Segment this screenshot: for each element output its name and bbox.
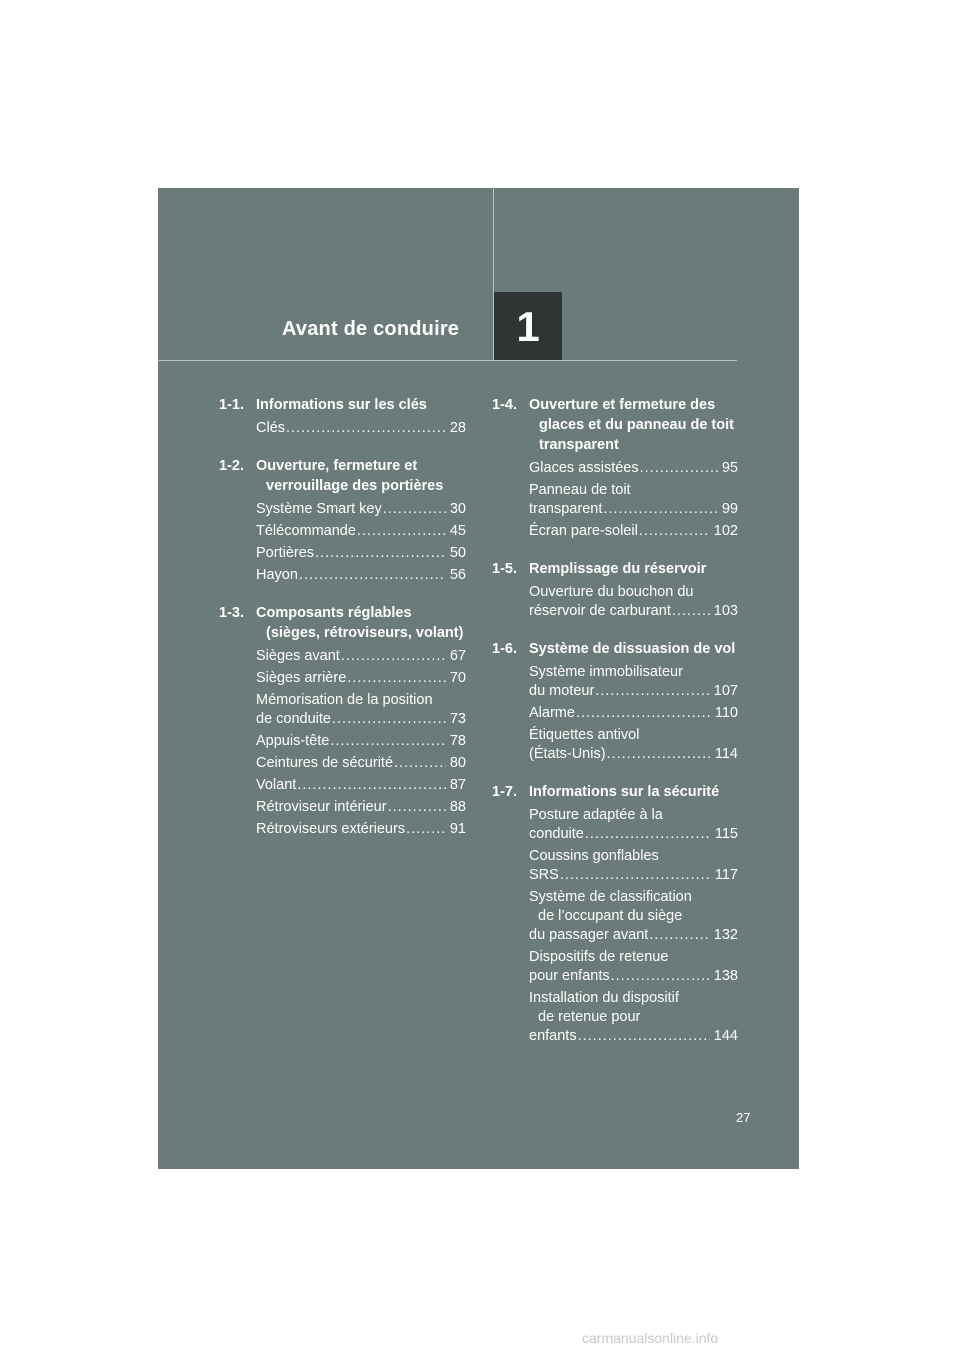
chapter-number: 1 [516, 303, 540, 350]
section-number: 1-3. [219, 605, 244, 621]
entry-label-line: Étiquettes antivol [529, 727, 640, 743]
entry-label-line: Installation du dispositif [529, 990, 679, 1006]
toc-section [219, 395, 466, 438]
chapter-title: Avant de conduire [282, 318, 460, 340]
entry-label: Écran pare-soleil [529, 523, 638, 539]
leader-dots [672, 602, 710, 621]
entry-label-line: Posture adaptée à la [529, 807, 663, 823]
section-number: 1-6. [492, 641, 517, 657]
toc-entry[interactable] [529, 847, 738, 885]
leader-dots [640, 459, 718, 478]
entry-page: 115 [714, 826, 738, 842]
entry-list [492, 806, 738, 1046]
chapter-number-box [494, 292, 562, 360]
entry-label-line: de retenue pour [538, 1009, 641, 1025]
toc-entry[interactable] [256, 798, 466, 817]
entry-label-line: Système de classification [529, 889, 692, 905]
toc-section [492, 639, 738, 764]
leader-dots [649, 926, 709, 945]
entry-page: 138 [713, 968, 738, 984]
entry-last-line [529, 1027, 738, 1046]
entry-label: Système Smart key [256, 501, 382, 517]
toc-entry[interactable] [529, 989, 738, 1046]
toc-entry[interactable] [529, 726, 738, 764]
entry-page: 110 [714, 705, 738, 721]
leader-dots [603, 500, 718, 519]
leader-dots [576, 704, 711, 723]
entry-page: 107 [713, 683, 738, 699]
entry-page: 80 [449, 755, 466, 771]
section-heading [492, 639, 738, 659]
toc-column-left [219, 395, 466, 857]
entry-label: Portières [256, 545, 315, 561]
entry-page: 50 [449, 545, 466, 561]
entry-page: 144 [713, 1028, 738, 1044]
entry-page: 103 [713, 603, 738, 619]
entry-label-line: du moteur [529, 683, 595, 699]
toc-entry[interactable] [256, 566, 466, 585]
entry-list [219, 647, 466, 839]
section-number: 1-7. [492, 784, 517, 800]
entry-label: Volant [256, 777, 297, 793]
leader-dots [388, 798, 446, 817]
leader-dots [394, 754, 446, 773]
section-heading [492, 782, 738, 802]
entry-label-line: du passager avant [529, 927, 649, 943]
toc-entry[interactable] [529, 888, 738, 945]
entry-last-line [529, 602, 738, 621]
entry-label: Clés [256, 420, 286, 436]
leader-dots [315, 544, 446, 563]
entry-label-line: réservoir de carburant [529, 603, 671, 619]
entry-label-line: conduite [529, 826, 584, 842]
toc-column-right [492, 395, 738, 1064]
entry-page: 30 [449, 501, 466, 517]
toc-entry[interactable] [256, 522, 466, 541]
entry-label: Appuis-tête [256, 733, 330, 749]
entry-label: Sièges arrière [256, 670, 347, 686]
entry-label-line: Ouverture du bouchon du [529, 584, 694, 600]
toc-entry[interactable] [256, 544, 466, 563]
entry-last-line [529, 745, 738, 764]
entry-label-line: Système immobilisateur [529, 664, 683, 680]
leader-dots [406, 820, 446, 839]
entry-label: Rétroviseurs extérieurs [256, 821, 406, 837]
entry-page: 95 [721, 460, 738, 476]
toc-entry[interactable] [256, 754, 466, 773]
section-number: 1-2. [219, 458, 244, 474]
entry-label-line: (États-Unis) [529, 746, 606, 762]
entry-label-line: enfants [529, 1028, 577, 1044]
leader-dots [611, 967, 710, 986]
entry-last-line [529, 866, 738, 885]
entry-label: Rétroviseur intérieur [256, 799, 387, 815]
entry-label-line: pour enfants [529, 968, 610, 984]
toc-entry[interactable] [256, 820, 466, 839]
section-title: Remplissage du réservoir [529, 561, 707, 577]
entry-list [492, 663, 738, 764]
leader-dots [286, 419, 446, 438]
toc-entry[interactable] [256, 732, 466, 751]
entry-label-line: de l’occupant du siège [538, 908, 683, 924]
toc-entry[interactable] [529, 459, 738, 478]
toc-section [492, 395, 738, 541]
section-number: 1-1. [219, 397, 244, 413]
entry-label-line: SRS [529, 867, 559, 883]
toc-entry[interactable] [529, 663, 738, 701]
entry-label-line: Mémorisation de la position [256, 692, 433, 708]
section-heading [219, 456, 466, 496]
entry-page: 73 [449, 711, 466, 727]
entry-page: 117 [714, 867, 738, 883]
toc-entry[interactable] [256, 776, 466, 795]
section-heading [219, 603, 466, 643]
toc-section [219, 603, 466, 839]
toc-entry[interactable] [256, 647, 466, 666]
entry-page: 88 [449, 799, 466, 815]
entry-page: 67 [449, 648, 466, 664]
entry-list [219, 500, 466, 585]
entry-page: 70 [449, 670, 466, 686]
entry-label: Télécommande [256, 523, 356, 539]
section-title: Système de dissuasion de vol [529, 641, 736, 657]
section-title: Ouverture, fermeture et verrouillage des portières [256, 458, 444, 494]
entry-page: 132 [713, 927, 738, 943]
leader-dots [347, 669, 446, 688]
page-number: 27 [736, 1110, 751, 1125]
entry-label: Hayon [256, 567, 298, 583]
leader-dots [357, 522, 446, 541]
leader-dots [299, 566, 446, 585]
leader-dots [560, 866, 711, 885]
toc-section [492, 559, 738, 621]
leader-dots [639, 522, 710, 541]
watermark: carmanualsonline.info [582, 1330, 719, 1346]
entry-label: Glaces assistées [529, 460, 639, 476]
toc-entry[interactable] [256, 500, 466, 519]
section-heading [219, 395, 466, 415]
entry-page: 56 [449, 567, 466, 583]
section-title: Informations sur les clés [256, 397, 427, 413]
entry-label-line: de conduite [256, 711, 331, 727]
entry-page: 45 [449, 523, 466, 539]
entry-label-line: transparent [529, 501, 603, 517]
entry-last-line [529, 926, 738, 945]
section-title: Composants réglables (sièges, rétroviseurs, volant) [256, 605, 464, 641]
toc-entry[interactable] [256, 669, 466, 688]
entry-page: 28 [449, 420, 466, 436]
leader-dots [595, 682, 710, 701]
entry-page: 78 [449, 733, 466, 749]
entry-page: 114 [714, 746, 738, 762]
leader-dots [585, 825, 711, 844]
entry-label-line: Panneau de toit [529, 482, 631, 498]
entry-page: 99 [721, 501, 738, 517]
entry-page: 91 [449, 821, 466, 837]
entry-label-line: Dispositifs de retenue [529, 949, 669, 965]
entry-page: 102 [713, 523, 738, 539]
section-number: 1-4. [492, 397, 517, 413]
entry-page: 87 [449, 777, 466, 793]
toc-entry[interactable] [529, 704, 738, 723]
toc-entry[interactable] [256, 691, 466, 729]
leader-dots [332, 710, 446, 729]
entry-last-line [529, 825, 738, 844]
section-number: 1-5. [492, 561, 517, 577]
leader-dots [383, 500, 446, 519]
leader-dots [341, 647, 446, 666]
toc-entry[interactable] [529, 948, 738, 986]
toc-entry[interactable] [529, 583, 738, 621]
section-title: Informations sur la sécurité [529, 784, 720, 800]
section-heading [492, 559, 738, 579]
entry-last-line [529, 682, 738, 701]
leader-dots [297, 776, 446, 795]
divider-horizontal [158, 360, 737, 361]
toc-section [219, 456, 466, 585]
leader-dots [607, 745, 711, 764]
toc-section [492, 782, 738, 1046]
entry-label: Ceintures de sécurité [256, 755, 394, 771]
entry-list [492, 583, 738, 621]
section-heading [492, 395, 738, 455]
leader-dots [578, 1027, 710, 1046]
entry-label: Alarme [529, 705, 575, 721]
toc-entry[interactable] [529, 481, 738, 519]
entry-last-line [529, 967, 738, 986]
entry-list [492, 459, 738, 541]
entry-label: Sièges avant [256, 648, 340, 664]
entry-label-line: Coussins gonflables [529, 848, 659, 864]
toc-entry[interactable] [256, 419, 466, 438]
toc-entry[interactable] [529, 806, 738, 844]
leader-dots [330, 732, 446, 751]
section-title: Ouverture et fermeture des glaces et du panneau de toit transparent [529, 397, 734, 453]
entry-last-line [529, 500, 738, 519]
entry-list [219, 419, 466, 438]
toc-entry[interactable] [529, 522, 738, 541]
entry-last-line [256, 710, 466, 729]
